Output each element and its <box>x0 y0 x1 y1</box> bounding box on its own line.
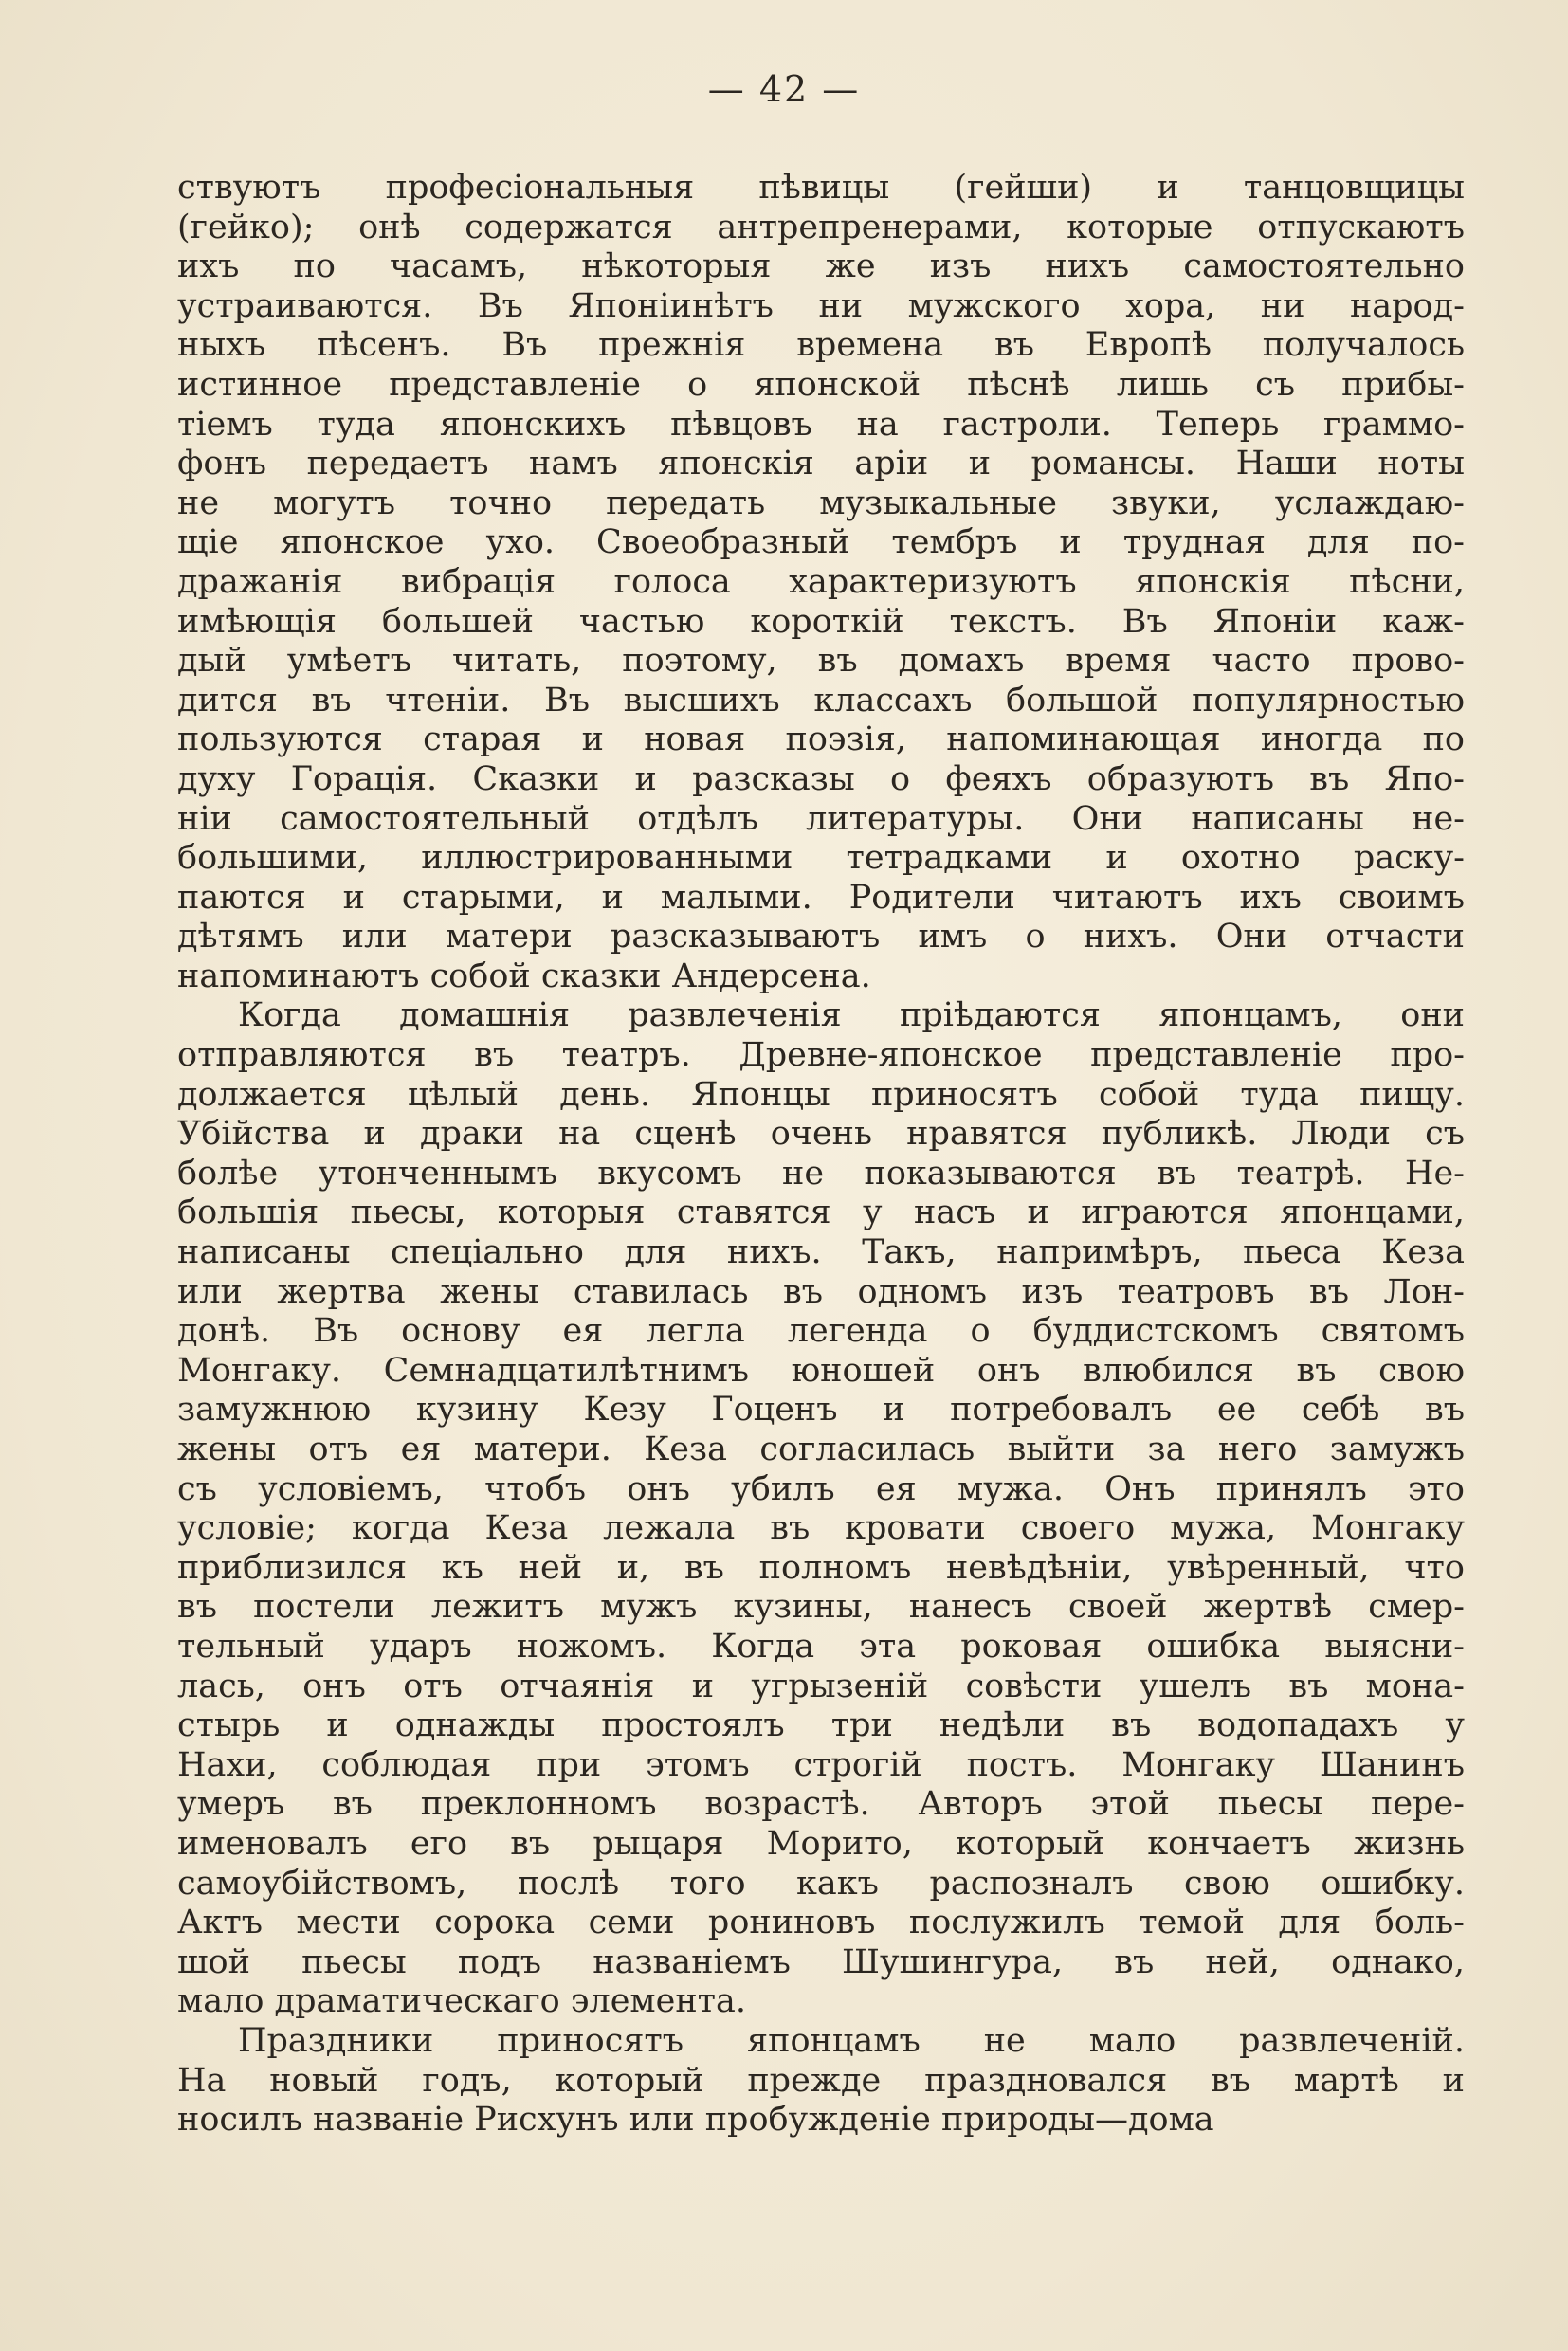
text-line: жены отъ ея матери. Кеза согласилась выйти за него замужъ <box>177 1431 1465 1468</box>
text-line: лась, онъ отъ отчаянiя и угрызенiй совѣсти ушелъ въ мона- <box>177 1667 1465 1705</box>
text-line: тельный ударъ ножомъ. Когда эта роковая ошибка выясни- <box>177 1627 1465 1666</box>
text-line: въ постели лежитъ мужъ кузины, нанесъ своей жертвѣ смер- <box>177 1588 1465 1627</box>
text-line: На новый годъ, который прежде праздновался въ мартѣ и <box>177 2061 1465 2100</box>
text-line: Когда домашнiя развлеченiя прiѣдаются японцамъ, они <box>238 996 1465 1035</box>
text-line: не могутъ точно передать музыкальные звуки, услаждаю- <box>177 483 1465 522</box>
text-line: тiемъ туда японскихъ пѣвцовъ на гастроли. Теперь граммо- <box>177 405 1465 444</box>
text-line: (гейко); онѣ содержатся антрепренерами, которые отпускаютъ <box>177 208 1465 246</box>
text-line: большiя пьесы, которыя ставятся у насъ и играются японцами, <box>177 1194 1465 1232</box>
text-line: нiи самостоятельный отдѣлъ литературы. Они написаны не- <box>177 799 1465 838</box>
text-line: дражанiя вибрацiя голоса характеризуютъ японскiя пѣсни, <box>177 562 1465 601</box>
text-line: Актъ мести сорока семи рониновъ послужилъ темой для боль- <box>177 1904 1465 1942</box>
text-line: шой пьесы подъ названiемъ Шушингура, въ ней, однако, <box>177 1942 1465 1981</box>
text-line: болѣе утонченнымъ вкусомъ не показываются въ театрѣ. Не- <box>177 1154 1465 1193</box>
text-line: дый умѣетъ читать, поэтому, въ домахъ время часто прово- <box>177 642 1465 681</box>
text-line: мало драматическаго элемента. <box>177 1982 747 2021</box>
text-line: щiе японское ухо. Своеобразный тембръ и трудная для по- <box>177 523 1465 562</box>
text-line: Нахи, соблюдая при этомъ строгiй постъ. Монгаку Шанинъ <box>177 1745 1465 1784</box>
text-line: самоубiйствомъ, послѣ того какъ распозналъ свою ошибку. <box>177 1864 1465 1903</box>
body-text <box>177 169 1465 2141</box>
text-line: Праздники приносятъ японцамъ не мало развлеченiй. <box>238 2021 1465 2060</box>
page-number: — 42 — <box>707 68 861 110</box>
text-line: устраиваются. Въ Японiинѣтъ ни мужского хора, ни народ- <box>177 286 1465 325</box>
text-line: именовалъ его въ рыцаря Морито, который кончаетъ жизнь <box>177 1824 1465 1863</box>
text-line: условiе; когда Кеза лежала въ кровати своего мужа, Монгаку <box>177 1509 1465 1548</box>
text-line: написаны спецiально для нихъ. Такъ, напримѣръ, пьеса Кеза <box>177 1233 1465 1272</box>
text-line: духу Горацiя. Сказки и разсказы о феяхъ образуютъ въ Япо- <box>177 759 1465 798</box>
text-line: съ условiемъ, чтобъ онъ убилъ ея мужа. Онъ принялъ это <box>177 1469 1465 1508</box>
text-line: или жертва жены ставилась въ одномъ изъ театровъ въ Лон- <box>177 1272 1465 1311</box>
text-line: Монгаку. Семнадцатилѣтнимъ юношей онъ влюбился въ свою <box>177 1351 1465 1390</box>
text-line: Убiйства и драки на сценѣ очень нравятся публикѣ. Люди съ <box>177 1115 1465 1154</box>
text-line: имѣющiя большей частью короткiй текстъ. Въ Японiи каж- <box>177 602 1465 641</box>
text-line: истинное представленiе о японской пѣснѣ лишь съ прибы- <box>177 365 1465 404</box>
text-line: дится въ чтенiи. Въ высшихъ классахъ большой популярностью <box>177 681 1465 720</box>
text-line: большими, иллюстрированными тетрадками и охотно раску- <box>177 839 1465 878</box>
text-line: напоминаютъ собой сказки Андерсена. <box>177 957 871 995</box>
text-line: ствуютъ професiональныя пѣвицы (гейши) и танцовщицы <box>177 169 1465 207</box>
text-line: паются и старыми, и малыми. Родители читаютъ ихъ своимъ <box>177 878 1465 917</box>
text-line: дѣтямъ или матери разсказываютъ имъ о нихъ. Они отчасти <box>177 918 1465 957</box>
text-line: ныхъ пѣсенъ. Въ прежнiя времена въ Европѣ получалось <box>177 326 1465 365</box>
text-line: должается цѣлый день. Японцы приносятъ собой туда пищу. <box>177 1075 1465 1114</box>
text-line: умеръ въ преклонномъ возрастѣ. Авторъ этой пьесы пере- <box>177 1785 1465 1824</box>
text-line: стырь и однажды простоялъ три недѣли въ водопадахъ у <box>177 1706 1465 1745</box>
text-line: приблизился къ ней и, въ полномъ невѣдѣнiи, увѣренный, что <box>177 1548 1465 1587</box>
text-line: замужнюю кузину Кезу Гоценъ и потребовалъ ее себѣ въ <box>177 1391 1465 1430</box>
text-line: носилъ названiе Рисхунъ или пробужденiе природы—дома <box>177 2101 1214 2140</box>
text-line: фонъ передаетъ намъ японскiя арiи и романсы. Наши ноты <box>177 445 1465 483</box>
text-line: пользуются старая и новая поэзiя, напоминающая иногда по <box>177 720 1465 759</box>
text-line: донѣ. Въ основу ея легла легенда о буддистскомъ святомъ <box>177 1312 1465 1351</box>
text-line: ихъ по часамъ, нѣкоторыя же изъ нихъ самостоятельно <box>177 247 1465 286</box>
text-line: отправляются въ театръ. Древне-японское представленiе про- <box>177 1036 1465 1075</box>
